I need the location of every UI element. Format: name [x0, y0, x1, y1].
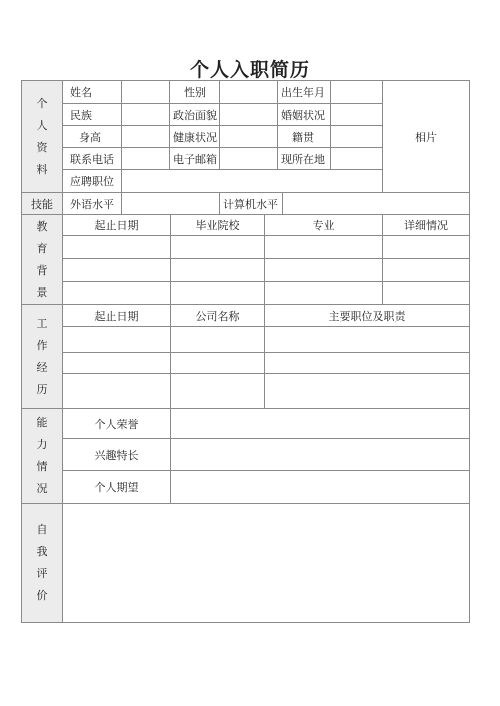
edu-header-dates: 起止日期 — [63, 215, 171, 236]
section-char: 历 — [36, 382, 48, 396]
edu-header-details: 详细情况 — [383, 215, 470, 236]
label-health: 健康状况 — [170, 126, 220, 148]
section-char: 育 — [36, 241, 48, 255]
section-char: 况 — [36, 482, 48, 495]
value-expectations[interactable] — [171, 471, 470, 504]
section-char: 价 — [36, 589, 48, 602]
edu-header-major: 专业 — [265, 215, 383, 236]
edu-cell[interactable] — [171, 259, 265, 282]
work-cell[interactable] — [171, 374, 265, 409]
section-char: 情 — [36, 460, 48, 473]
value-native[interactable] — [331, 126, 383, 148]
work-header-company: 公司名称 — [171, 305, 265, 327]
value-position[interactable] — [122, 170, 383, 193]
value-name[interactable] — [122, 81, 170, 104]
label-expectations: 个人期望 — [63, 471, 171, 504]
value-political[interactable] — [220, 104, 278, 126]
section-char: 自 — [36, 523, 48, 536]
label-computer: 计算机水平 — [220, 193, 283, 215]
label-gender: 性别 — [170, 81, 220, 104]
label-phone: 联系电话 — [63, 148, 122, 170]
work-cell[interactable] — [63, 353, 171, 374]
label-height: 身高 — [63, 126, 122, 148]
label-hobbies: 兴趣特长 — [63, 439, 171, 471]
value-height[interactable] — [122, 126, 170, 148]
edu-cell[interactable] — [63, 236, 171, 259]
work-header-duties: 主要职位及职责 — [265, 305, 470, 327]
section-char: 我 — [36, 545, 48, 558]
section-work — [22, 305, 63, 409]
value-marital[interactable] — [331, 104, 383, 126]
section-char: 力 — [36, 438, 48, 451]
section-self-eval — [22, 504, 63, 623]
section-char: 料 — [36, 162, 48, 176]
label-email: 电子邮箱 — [170, 148, 220, 170]
label-honors: 个人荣誉 — [63, 409, 171, 439]
section-char: 个 — [36, 96, 48, 110]
resume-form — [21, 80, 470, 623]
value-language[interactable] — [122, 193, 220, 215]
photo-box[interactable]: 相片 — [383, 81, 470, 193]
label-ethnicity: 民族 — [63, 104, 122, 126]
edu-cell[interactable] — [63, 282, 171, 305]
label-marital: 婚姻状况 — [278, 104, 331, 126]
label-birth: 出生年月 — [278, 81, 331, 104]
edu-cell[interactable] — [383, 259, 470, 282]
label-residence: 现所在地 — [278, 148, 331, 170]
section-char: 评 — [36, 567, 48, 580]
work-cell[interactable] — [171, 327, 265, 353]
section-personal — [22, 81, 63, 193]
label-political: 政治面貌 — [170, 104, 220, 126]
work-cell[interactable] — [265, 353, 470, 374]
label-position: 应聘职位 — [63, 170, 122, 193]
section-char: 工 — [36, 316, 48, 330]
work-cell[interactable] — [63, 327, 171, 353]
edu-cell[interactable] — [383, 236, 470, 259]
section-char: 作 — [36, 338, 48, 352]
edu-cell[interactable] — [63, 259, 171, 282]
value-hobbies[interactable] — [171, 439, 470, 471]
section-char: 经 — [36, 360, 48, 374]
value-birth[interactable] — [331, 81, 383, 104]
section-char: 景 — [36, 285, 48, 299]
section-char: 人 — [36, 118, 48, 132]
value-health[interactable] — [220, 126, 278, 148]
edu-header-school: 毕业院校 — [171, 215, 265, 236]
value-email[interactable] — [220, 148, 278, 170]
work-cell[interactable] — [265, 327, 470, 353]
edu-cell[interactable] — [265, 259, 383, 282]
self-eval-content[interactable] — [63, 504, 470, 623]
edu-cell[interactable] — [265, 236, 383, 259]
edu-cell[interactable] — [383, 282, 470, 305]
work-cell[interactable] — [265, 374, 470, 409]
value-gender[interactable] — [220, 81, 278, 104]
work-cell[interactable] — [171, 353, 265, 374]
value-computer[interactable] — [283, 193, 470, 215]
value-residence[interactable] — [331, 148, 383, 170]
label-name: 姓名 — [63, 81, 122, 104]
label-native: 籍贯 — [278, 126, 331, 148]
value-phone[interactable] — [122, 148, 170, 170]
edu-cell[interactable] — [171, 236, 265, 259]
section-education — [22, 215, 63, 305]
label-language: 外语水平 — [63, 193, 122, 215]
work-cell[interactable] — [63, 374, 171, 409]
section-char: 能 — [36, 416, 48, 429]
page-title: 个人入职简历 — [189, 59, 310, 81]
value-ethnicity[interactable] — [122, 104, 170, 126]
edu-cell[interactable] — [171, 282, 265, 305]
section-ability — [22, 409, 63, 504]
section-char: 教 — [36, 219, 48, 233]
section-skills: 技能 — [22, 193, 63, 215]
section-char: 资 — [36, 140, 48, 154]
work-header-dates: 起止日期 — [63, 305, 171, 327]
section-char: 背 — [36, 263, 48, 277]
edu-cell[interactable] — [265, 282, 383, 305]
value-honors[interactable] — [171, 409, 470, 439]
